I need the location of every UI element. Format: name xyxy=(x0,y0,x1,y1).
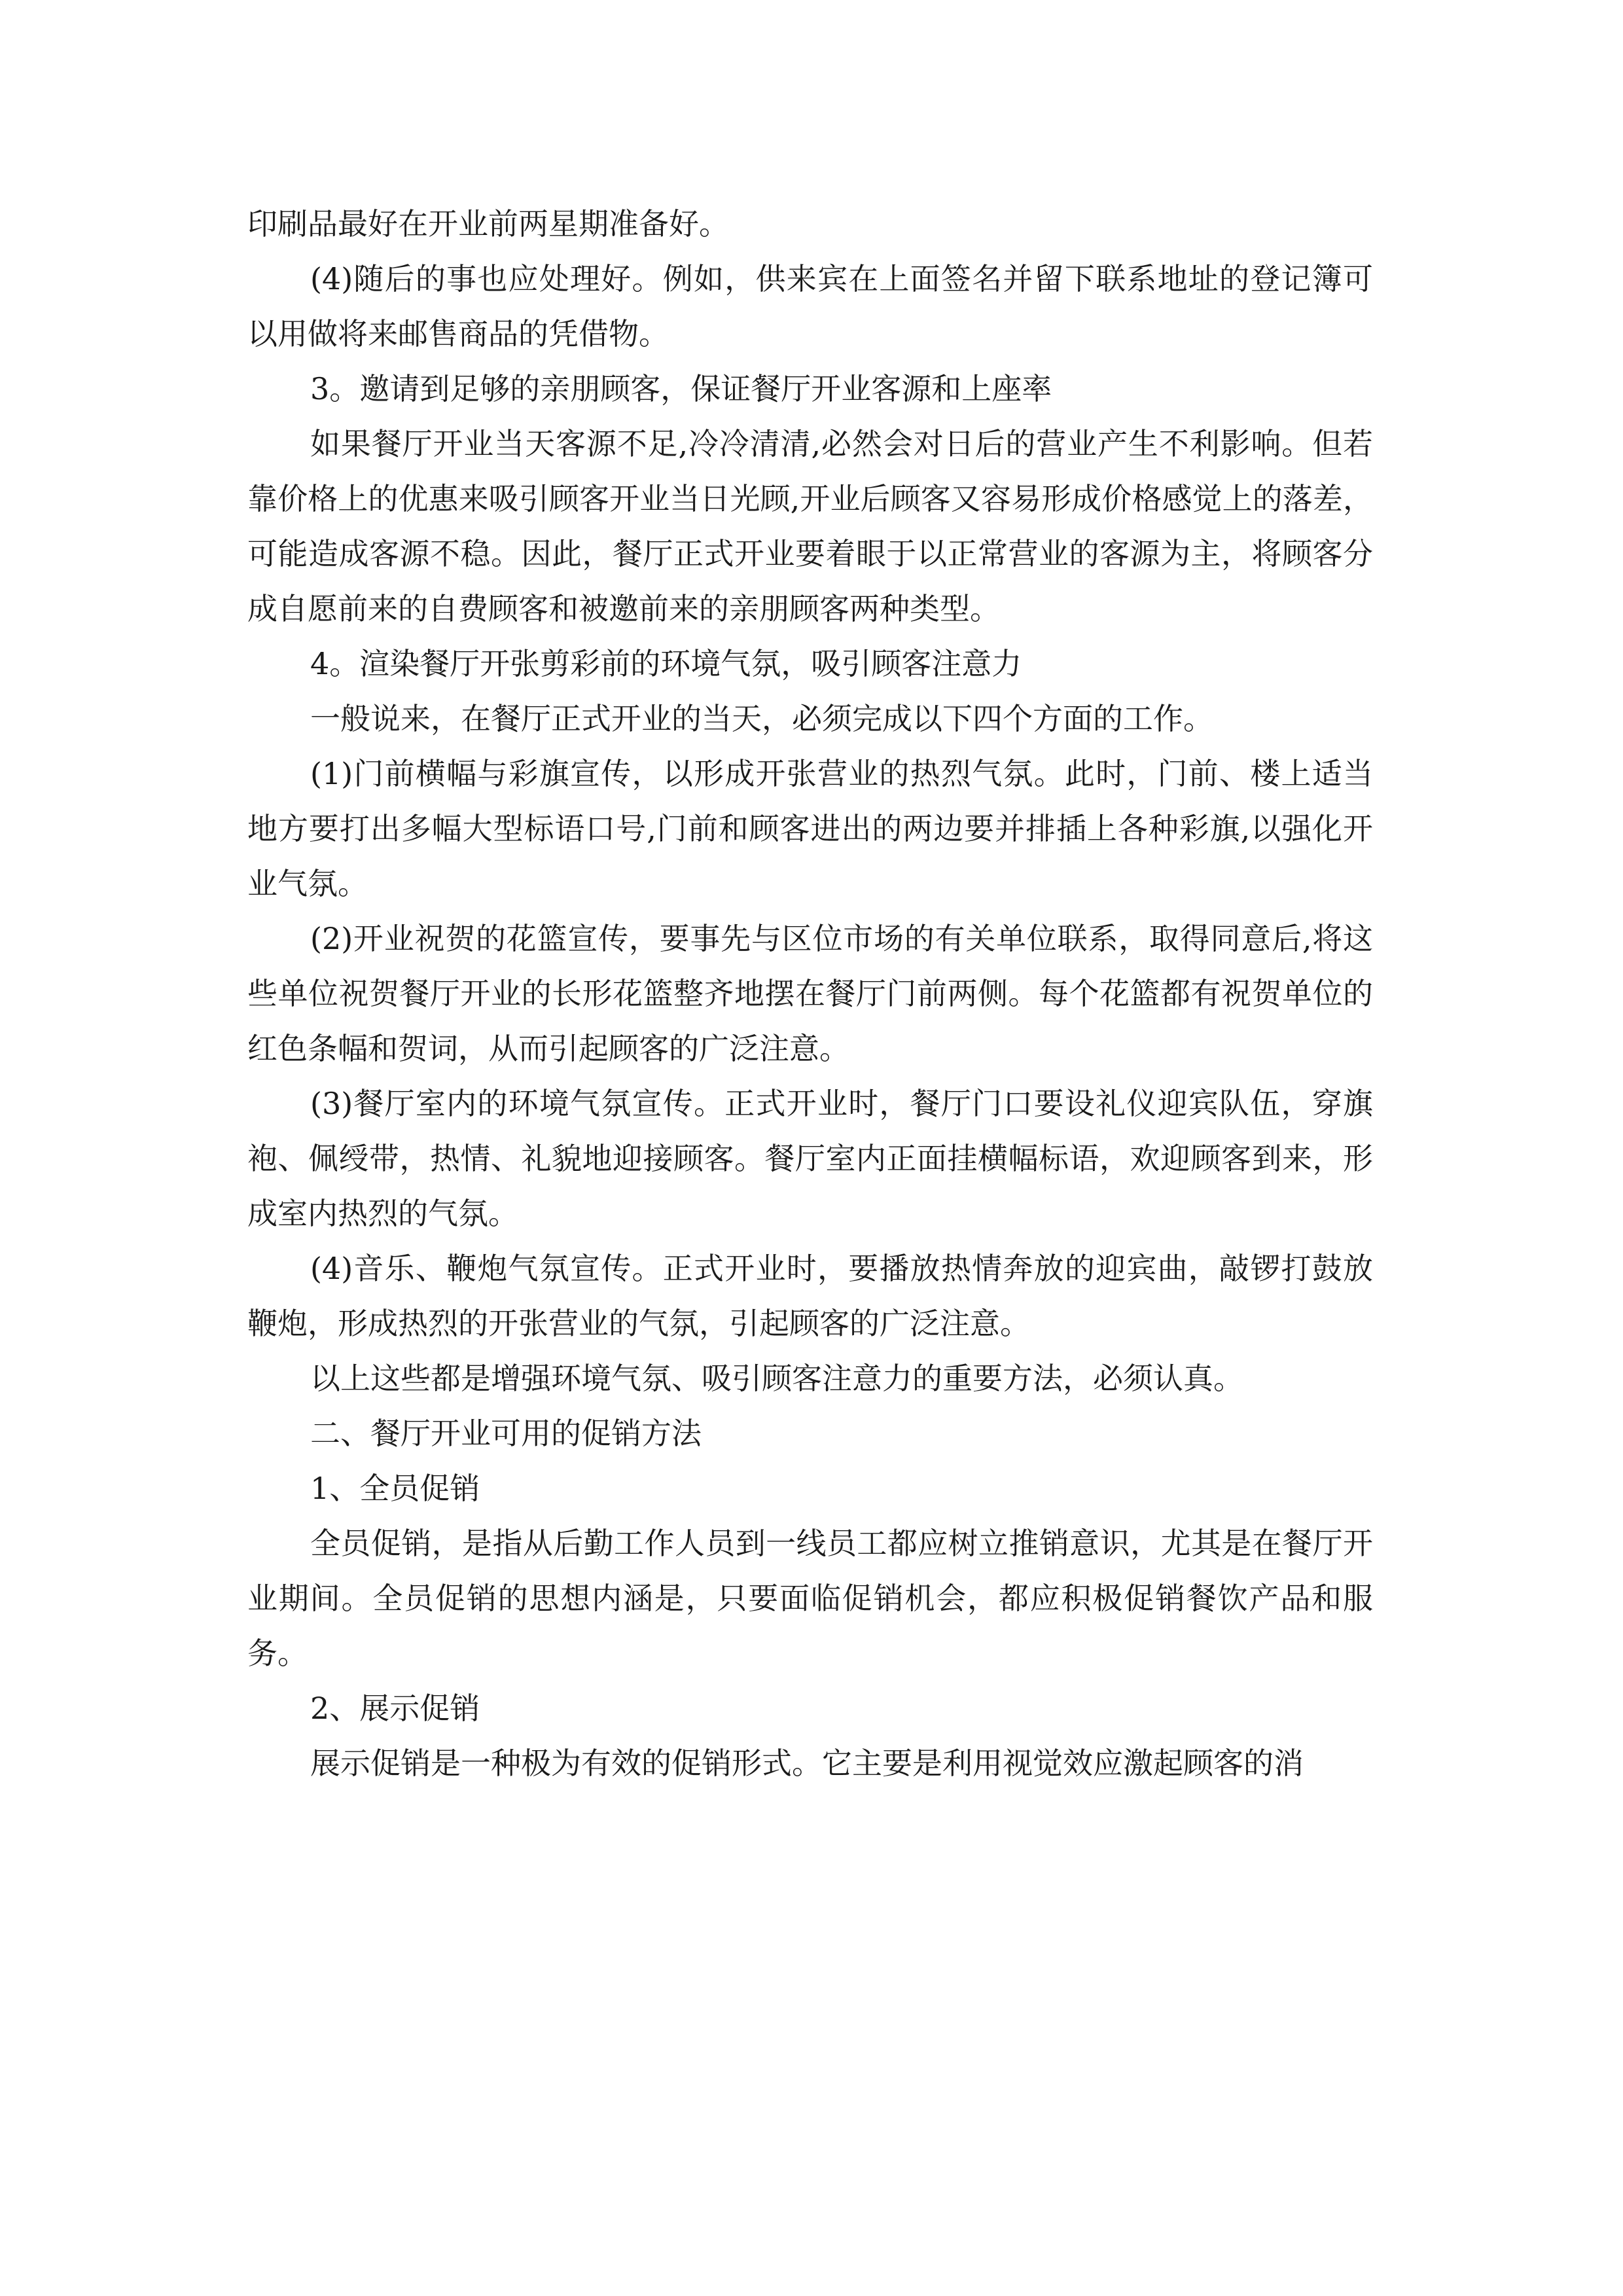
section-heading-4: 4。渲染餐厅开张剪彩前的环境气氛，吸引顾客注意力 xyxy=(310,646,1022,681)
paragraph-14: 全员促销，是指从后勤工作人员到一线员工都应树立推销意识，尤其是在餐厅开业期间。全员促销的思想内涵是，只要面临促销机会，都应积极促销餐饮产品和服务。 xyxy=(247,1526,1373,1671)
document-body xyxy=(247,196,1373,1791)
paragraph-16: 展示促销是一种极为有效的促销形式。它主要是利用视觉效应激起顾客的消 xyxy=(310,1746,1304,1781)
paragraph-1: 印刷品最好在开业前两星期准备好。 xyxy=(247,206,729,242)
paragraph-6: 一般说来，在餐厅正式开业的当天，必须完成以下四个方面的工作。 xyxy=(310,701,1213,736)
paragraph-7: (1)门前横幅与彩旗宣传，以形成开张营业的热烈气氛。此时，门前、楼上适当地方要打出多幅大型标语口号,门前和顾客进出的两边要并排插上各种彩旗,以强化开业气氛。 xyxy=(247,756,1373,901)
paragraph-8: (2)开业祝贺的花篮宣传，要事先与区位市场的有关单位联系，取得同意后,将这些单位祝贺餐厅开业的长形花篮整齐地摆在餐厅门前两侧。每个花篮都有祝贺单位的红色条幅和贺词，从而引起顾客的广泛注意。 xyxy=(247,921,1373,1066)
subsection-heading-2: 2、展示促销 xyxy=(310,1691,480,1726)
paragraph-11: 以上这些都是增强环境气氛、吸引顾客注意力的重要方法，必须认真。 xyxy=(310,1361,1243,1396)
section-heading-3: 3。邀请到足够的亲朋顾客，保证餐厅开业客源和上座率 xyxy=(310,371,1052,406)
section-heading-2: 二、餐厅开业可用的促销方法 xyxy=(310,1416,702,1451)
paragraph-9: (3)餐厅室内的环境气氛宣传。正式开业时，餐厅门口要设礼仪迎宾队伍，穿旗袍、佩绶带，热情、礼貌地迎接顾客。餐厅室内正面挂横幅标语，欢迎顾客到来，形成室内热烈的气氛。 xyxy=(247,1086,1373,1231)
paragraph-10: (4)音乐、鞭炮气氛宣传。正式开业时，要播放热情奔放的迎宾曲，敲锣打鼓放鞭炮，形成热烈的开张营业的气氛，引起顾客的广泛注意。 xyxy=(247,1251,1373,1341)
paragraph-4: 如果餐厅开业当天客源不足,冷冷清清,必然会对日后的营业产生不利影响。但若靠价格上的优惠来吸引顾客开业当日光顾,开业后顾客又容易形成价格感觉上的落差，可能造成客源不稳。因此，餐厅正式开业要着眼于以正常营业的客源为主，将顾客分成自愿前来的自费顾客和被邀前来的亲朋顾客两种类型。 xyxy=(247,426,1373,626)
subsection-heading-1: 1、全员促销 xyxy=(310,1471,480,1506)
paragraph-2: (4)随后的事也应处理好。例如，供来宾在上面签名并留下联系地址的登记簿可以用做将来邮售商品的凭借物。 xyxy=(247,261,1373,351)
